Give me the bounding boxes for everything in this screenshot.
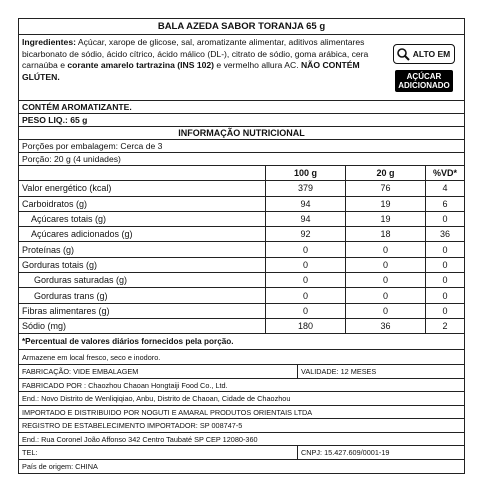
value-100g: 0 <box>266 273 346 288</box>
cnpj: CNPJ: 15.427.609/0001-19 <box>301 448 390 458</box>
nutrition-table-header <box>19 166 464 181</box>
vd-footnote: *Percentual de valores diários fornecidos pela porção. <box>19 334 464 350</box>
tel-cnpj-row <box>19 446 464 460</box>
value-20g: 76 <box>346 181 426 196</box>
value-100g: 94 <box>266 196 346 211</box>
ingredients-section <box>19 35 464 101</box>
value-20g: 0 <box>346 288 426 303</box>
nutrient-label: Açúcares adicionados (g) <box>19 227 266 242</box>
value-vd: 0 <box>426 303 465 318</box>
nutrition-row <box>19 303 464 318</box>
nutrition-row <box>19 181 464 196</box>
ingredients-heading: Ingredientes: <box>22 37 76 47</box>
peso-liquido: PESO LIQ.: 65 g <box>19 114 464 127</box>
fabricacao: FABRICAÇÃO: VIDE EMBALAGEM <box>19 365 298 378</box>
acucar-adicionado-badge <box>395 70 453 92</box>
alto-em-label: ALTO EM <box>412 48 451 59</box>
nutrient-label: Açúcares totais (g) <box>19 211 266 226</box>
nutrition-row <box>19 288 464 303</box>
value-20g: 0 <box>346 273 426 288</box>
magnifier-icon <box>396 47 410 61</box>
nutrition-row <box>19 257 464 272</box>
pais-origem: País de origem: CHINA <box>22 461 98 471</box>
nutrient-label: Gorduras trans (g) <box>19 288 266 303</box>
value-20g: 18 <box>346 227 426 242</box>
value-100g: 0 <box>266 242 346 257</box>
value-vd: 0 <box>426 211 465 226</box>
nutrient-label: Proteínas (g) <box>19 242 266 257</box>
value-100g: 92 <box>266 227 346 242</box>
ingredients-text <box>19 35 388 100</box>
value-20g: 19 <box>346 196 426 211</box>
alto-em-badge <box>393 44 455 64</box>
value-100g: 379 <box>266 181 346 196</box>
ingredients-part1: Açúcar, xarope de glicose, sal, aromatizante alimentar, aditivos alimentares bicarbonato de sódio, ácido cítrico, ácido málico (DL-), citrato de sódio, goma arábica, cera carnaúba e <box>22 37 369 70</box>
header-100g: 100 g <box>266 166 346 181</box>
value-20g: 36 <box>346 318 426 333</box>
nutrition-label <box>18 18 465 474</box>
value-20g: 0 <box>346 257 426 272</box>
value-20g: 0 <box>346 242 426 257</box>
value-vd: 36 <box>426 227 465 242</box>
nutrition-row <box>19 242 464 257</box>
validade: VALIDADE: 12 MESES <box>301 367 377 377</box>
value-100g: 0 <box>266 288 346 303</box>
importado-por: IMPORTADO E DISTRIBUIDO POR NOGUTI E AMARAL PRODUTOS ORIENTAIS LTDA <box>19 406 464 420</box>
high-sugar-seal <box>388 35 464 100</box>
value-100g: 0 <box>266 303 346 318</box>
header-blank <box>19 166 266 181</box>
nutrient-label: Gorduras saturadas (g) <box>19 273 266 288</box>
nutrition-row <box>19 196 464 211</box>
endereco-importador: End.: Rua Coronel João Affonso 342 Centro Taubaté SP CEP 12080-360 <box>19 433 464 447</box>
value-vd: 0 <box>426 257 465 272</box>
header-vd: %VD* <box>426 166 465 181</box>
header-20g: 20 g <box>346 166 426 181</box>
nutrition-title: INFORMAÇÃO NUTRICIONAL <box>19 127 464 140</box>
acucar-line1: AÇÚCAR <box>406 71 442 81</box>
nutrition-table <box>19 166 464 334</box>
storage-note: Armazene em local fresco, seco e inodoro. <box>19 350 464 365</box>
value-20g: 19 <box>346 211 426 226</box>
porcao: Porção: 20 g (4 unidades) <box>19 153 464 166</box>
value-vd: 0 <box>426 242 465 257</box>
ingredients-colorant: corante amarelo tartrazina (INS 102) <box>67 60 215 70</box>
nutrient-label: Valor energético (kcal) <box>19 181 266 196</box>
acucar-line2: ADICIONADO <box>398 80 450 90</box>
gluten-notice: NÃO CONTÉM GLÚTEN. <box>22 60 360 82</box>
contem-aromatizante: CONTÉM AROMATIZANTE. <box>19 101 464 114</box>
value-vd: 6 <box>426 196 465 211</box>
nutrition-row <box>19 273 464 288</box>
nutrient-label: Carboidratos (g) <box>19 196 266 211</box>
nutrient-label: Gorduras totais (g) <box>19 257 266 272</box>
nutrition-row <box>19 227 464 242</box>
value-vd: 4 <box>426 181 465 196</box>
endereco-fabricante: End.: Novo Distrito de Wenliqiqiao, Anbu, Distrito de Chaoan, Cidade de Chaozhou <box>19 392 464 406</box>
value-100g: 94 <box>266 211 346 226</box>
value-100g: 0 <box>266 257 346 272</box>
product-title: BALA AZEDA SABOR TORANJA 65 g <box>19 19 464 35</box>
nutrient-label: Fibras alimentares (g) <box>19 303 266 318</box>
value-100g: 180 <box>266 318 346 333</box>
registro-importador: REGISTRO DE ESTABELECIMENTO IMPORTADOR: SP 008747-5 <box>19 419 464 433</box>
porcoes-por-embalagem: Porções por embalagem: Cerca de 3 <box>19 140 464 153</box>
value-vd: 2 <box>426 318 465 333</box>
nutrition-row <box>19 318 464 333</box>
telefone: TEL: <box>19 446 298 459</box>
fabricacao-validade-row <box>19 365 464 379</box>
nutrition-row <box>19 211 464 226</box>
fabricado-por: FABRICADO POR : Chaozhou Chaoan Hongtaiji Food Co., Ltd. <box>19 379 464 393</box>
value-vd: 0 <box>426 288 465 303</box>
value-20g: 0 <box>346 303 426 318</box>
value-vd: 0 <box>426 273 465 288</box>
ingredients-part2: e vermelho allura AC. <box>214 60 301 70</box>
nutrient-label: Sódio (mg) <box>19 318 266 333</box>
